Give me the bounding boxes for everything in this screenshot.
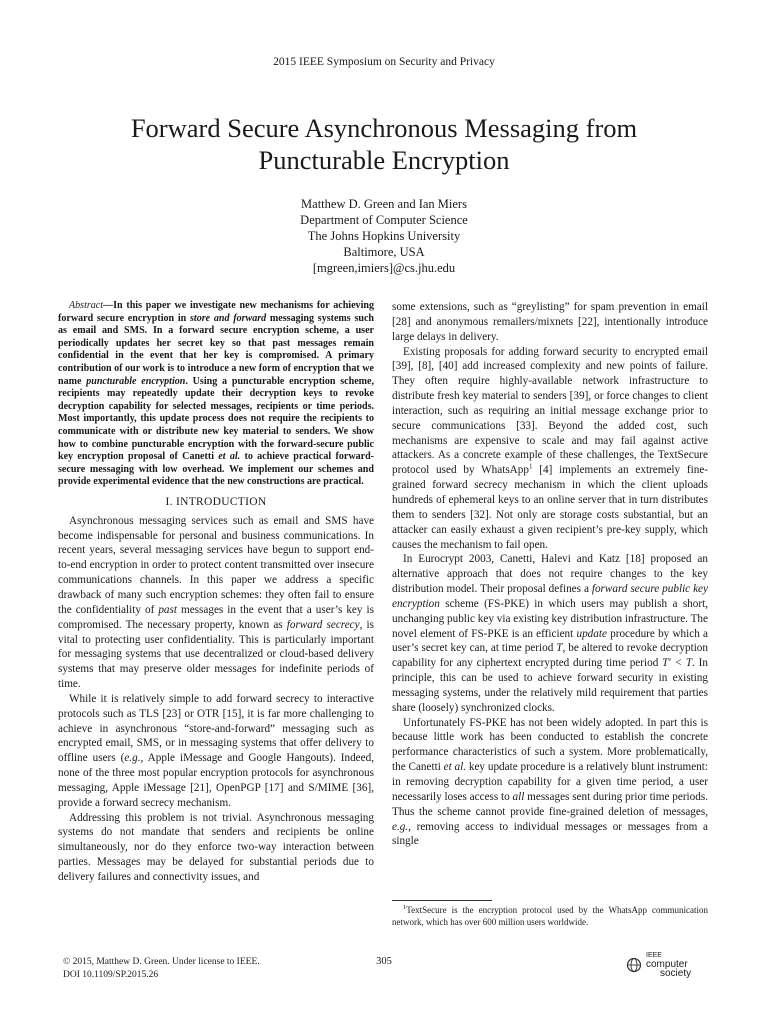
logo-text-ieee: IEEE bbox=[646, 952, 662, 959]
body-paragraph: In Eurocrypt 2003, Canetti, Halevi and Katz [18] proposed an alternative approach that does not require changes to the key distribution model. Their proposal defines a forward secure public key encryption scheme (FS-PKE) in which users may publish a short, unchanging public key via existing key distribution infrastructure. The novel element of FS-PKE is an efficient update procedure by which a user’s secret key can, at time period T, be altered to revoke decryption capability for any ciphertext encrypted during time period T′ < T. In principle, this can be used to achieve forward security in existing messaging systems, under the relatively mild requirement that parties share (loosely) synchronized clocks. bbox=[392, 553, 708, 714]
footnote-rule bbox=[392, 900, 492, 901]
body-paragraph: Unfortunately FS-PKE has not been widely adopted. In part this is because little work has been conducted to establish the concrete performance characteristics of such a system. More problematically, the Canetti et al. key update procedure is a relatively blunt instrument: in removing decryption capability for a given time period, a user necessarily loses access to all messages sent during prior time periods. Thus the scheme cannot provide fine-grained deletion of messages, e.g., removing access to individual messages or messages from a single bbox=[392, 716, 708, 848]
logo-text-society: society bbox=[660, 968, 692, 979]
section-heading-introduction: I. INTRODUCTION bbox=[165, 495, 267, 508]
body-paragraph: some extensions, such as “greylisting” for spam prevention in email [28] and anonymous remailers/mixnets [22], intentionally introduce large delays in delivery. bbox=[392, 301, 708, 343]
author-emails: [mgreen,imiers]@cs.jhu.edu bbox=[312, 261, 456, 275]
title-line-1: Forward Secure Asynchronous Messaging from bbox=[130, 113, 638, 143]
body-paragraph: Asynchronous messaging services such as email and SMS have become indispensable for personal and business communications. In recent years, several messaging services have begun to support end-to-end encryption in order to protect content transmitted over insecure communications channels. In this paper we address a specific drawback of many such encryption schemes: they often fail to ensure the confidentiality of past messages in the event that a user’s key is compromised. The necessary property, known as forward secrecy, is vital to protecting user confidentiality. This is particularly important for messaging systems that use decentralized or cloud-based delivery systems that may preserve older messages for indefinite periods of time. bbox=[58, 514, 374, 691]
body-paragraph: While it is relatively simple to add forward secrecy to interactive protocols such as TLS [23] or OTR [15], it is far more challenging to achieve in asynchronous “store-and-forward” messaging such as encrypted email, SMS, or in messaging systems that offer delivery to offline users (e.g., Apple iMessage and Google Hangouts). Indeed, none of the three most popular encryption protocols for asynchronous messaging, Apple iMessage [21], OpenPGP [17] and S/MIME [36], provide a forward secrecy mechanism. bbox=[58, 692, 374, 809]
affiliation-university: The Johns Hopkins University bbox=[307, 229, 461, 243]
author-names: Matthew D. Green and Ian Miers bbox=[301, 197, 467, 211]
logo-text-computer: computer bbox=[646, 959, 688, 970]
title-line-2: Puncturable Encryption bbox=[258, 145, 510, 175]
affiliation-location: Baltimore, USA bbox=[343, 245, 425, 259]
abstract: Abstract—In this paper we investigate new mechanisms for achieving forward secure encryption in store and forward messaging systems such as email and SMS. In a forward secure encryption scheme, a user periodically updates her secret key so that past messages remain confidential in the event that her key is compromised. A primary contribution of our work is to introduce a new form of encryption that we name puncturable encryption. Using a puncturable encryption scheme, recipients may repeatedly update their decryption keys to revoke decryption capability for selected messages, recipients or time periods. Most importantly, this update process does not require the recipients to communicate with or distribute new key material to senders. We show how to combine puncturable encryption with the forward-secure public key encryption proposal of Canetti et al. to achieve practical forward-secure messaging with low overhead. We implement our schemes and provide experimental evidence that the new constructions are practical. bbox=[58, 300, 374, 488]
right-column bbox=[392, 300, 708, 849]
abstract-label: Abstract bbox=[69, 300, 104, 311]
ieee-computer-society-logo bbox=[626, 951, 706, 981]
body-paragraph: Addressing this problem is not trivial. Asynchronous messaging systems do not mandate that senders and recipients be online simultaneously, nor do they enforce two-way interaction between parties. Messages may be delayed for substantial periods due to delivery failures and connectivity issues, and bbox=[58, 811, 374, 883]
footnote-number: 1 bbox=[403, 904, 407, 911]
footnote-marker: 1 bbox=[528, 462, 533, 471]
body-paragraph: Existing proposals for adding forward security to encrypted email [39], [8], [40] add increased complexity and new points of failure. They often require highly-available network infrastructure to distribute fresh key material to senders [39], or force changes to client interaction, such as requiring an initial message exchange prior to secure communications [33]. Beyond the added cost, such mechanisms are expensive to scale and may fail against active attackers. As a concrete example of these challenges, the TextSecure protocol used by WhatsApp$^1$ [4] implements an extremely fine-grained forward secrecy mechanism in which the client uploads hundreds of ephemeral keys to an online server that in turn distributes them to senders [32]. Not only are storage costs substantial, but an attacker can easily exhaust a given recipient’s pre-key supply, which causes the mechanism to fail open. bbox=[392, 345, 709, 551]
conference-header: 2015 IEEE Symposium on Security and Privacy bbox=[273, 56, 495, 68]
page-number: 305 bbox=[376, 956, 392, 967]
author-block bbox=[0, 196, 768, 276]
left-column bbox=[58, 300, 374, 885]
paper-title bbox=[60, 112, 708, 176]
footnote: $^1$TextSecure is the encryption protocol used by the WhatsApp communication network, which has over 600 million users worldwide. bbox=[392, 904, 708, 927]
affiliation-department: Department of Computer Science bbox=[300, 213, 468, 227]
globe-icon bbox=[626, 957, 642, 973]
copyright-notice: © 2015, Matthew D. Green. Under license to IEEE. bbox=[63, 957, 260, 967]
doi: DOI 10.1109/SP.2015.26 bbox=[63, 970, 159, 980]
